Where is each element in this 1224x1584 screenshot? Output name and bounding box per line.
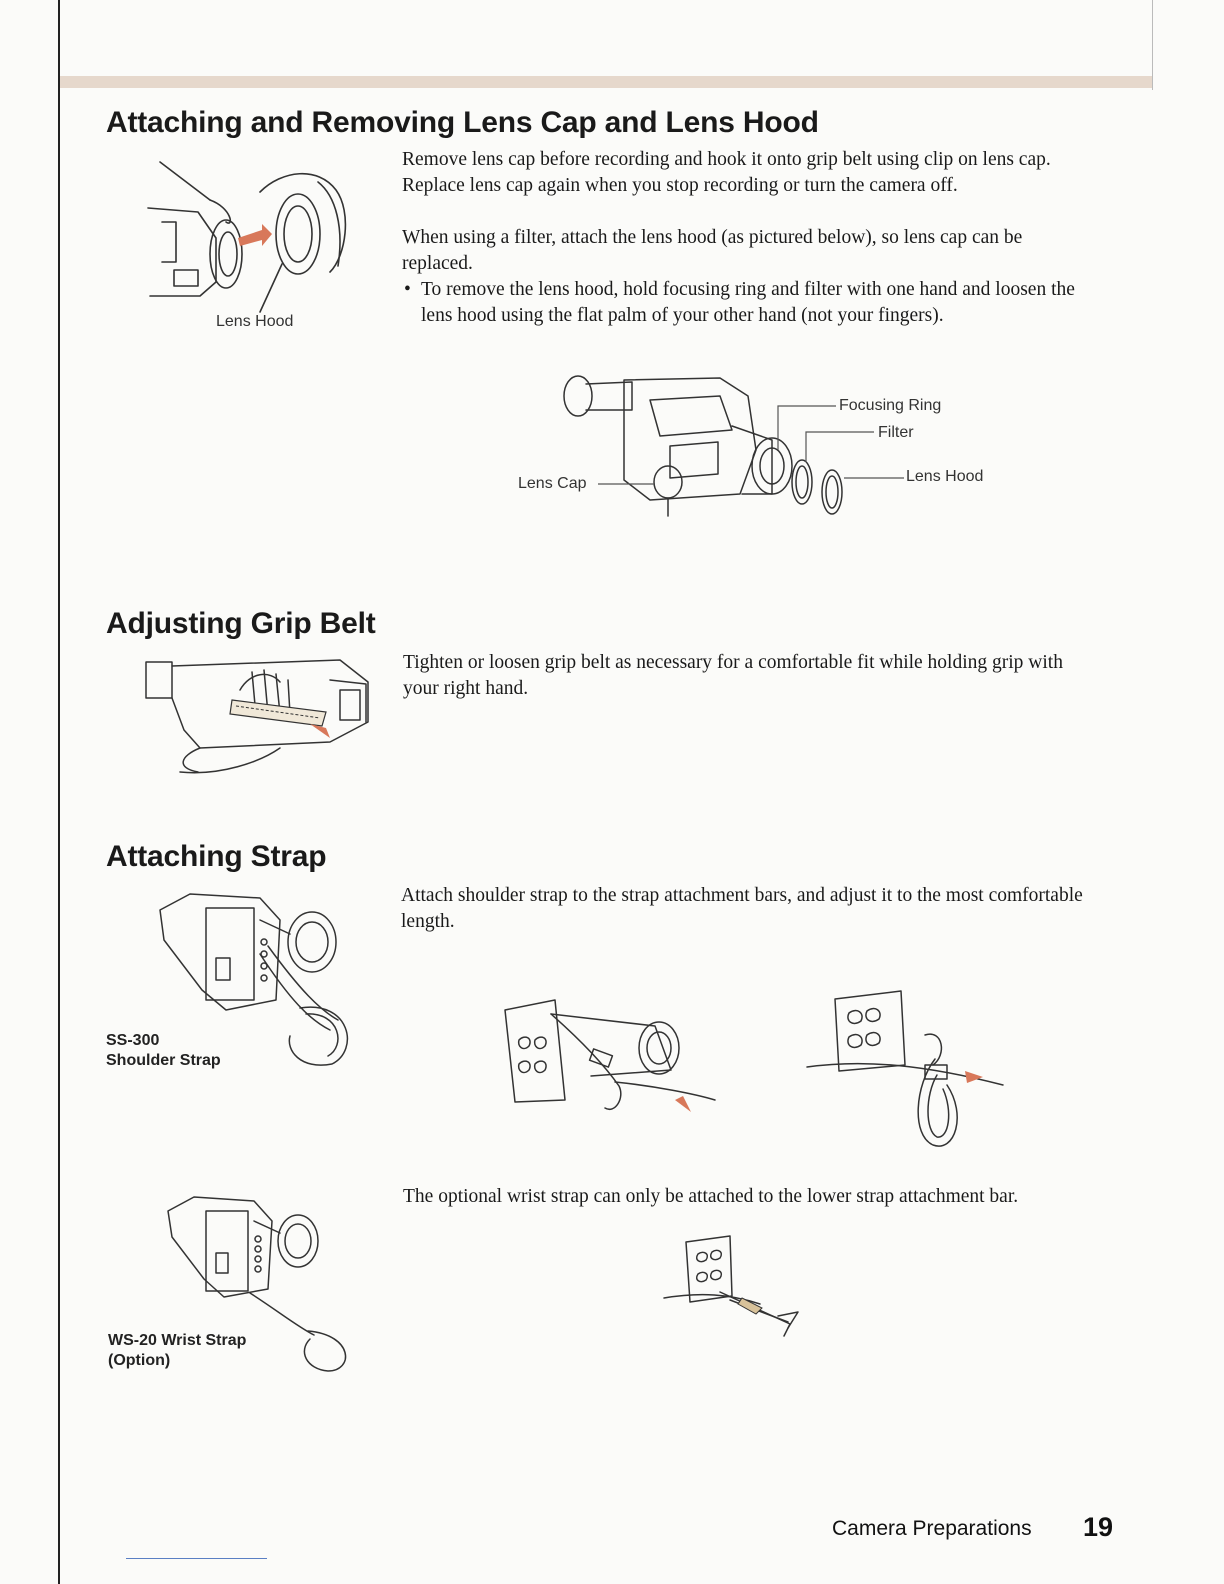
page-edge-left [58, 0, 60, 1584]
strap-text-2: The optional wrist strap can only be attached to the lower strap attachment bar. [403, 1186, 1019, 1207]
grip-belt-illustration [140, 652, 380, 782]
wrist-strap-option: (Option) [108, 1352, 171, 1369]
camera-lens-parts-illustration [520, 370, 1000, 530]
header-band [60, 76, 1152, 88]
lens-bullet-text: To remove the lens hood, hold focusing ring and filter with one hand and loosen the lens hood using the flat palm of your other hand (not your fingers). [421, 279, 1075, 326]
grip-text: Tighten or loosen grip belt as necessary for a comfortable fit while holding grip with your right hand. [403, 652, 1063, 699]
label-filter: Filter [878, 424, 914, 441]
bottom-edge-mark [126, 1558, 267, 1559]
lens-paragraph-1: Remove lens cap before recording and hook it onto grip belt using clip on lens cap. Replace lens cap again when you stop recording or turn the camera off. [402, 149, 1051, 196]
shoulder-strap-model: SS-300 [106, 1032, 160, 1049]
label-lens-cap: Lens Cap [518, 475, 587, 492]
page-number: 19 [1083, 1512, 1114, 1542]
section-title-grip: Adjusting Grip Belt [106, 607, 376, 640]
fig-label-lens-hood-hands: Lens Hood [216, 313, 294, 330]
bullet-marker: • [404, 279, 411, 300]
label-focusing-ring: Focusing Ring [839, 397, 942, 414]
lens-hood-hands-illustration [140, 152, 370, 322]
wrist-strap-model: WS-20 Wrist Strap [108, 1332, 247, 1349]
section-title-strap: Attaching Strap [106, 840, 327, 873]
label-lens-hood: Lens Hood [906, 468, 984, 485]
shoulder-strap-camera-illustration [150, 880, 360, 1075]
strap-attachment-detail-2 [805, 985, 1005, 1150]
page-edge-right [1152, 0, 1153, 90]
strap-attachment-detail-1 [495, 990, 720, 1115]
strap-text-1: Attach shoulder strap to the strap attachment bars, and adjust it to the most comfortable length. [401, 885, 1083, 932]
footer-section-title: Camera Preparations [832, 1517, 1032, 1540]
shoulder-strap-name: Shoulder Strap [106, 1052, 221, 1069]
wrist-strap-attachment-detail [660, 1232, 810, 1342]
section-title-lens: Attaching and Removing Lens Cap and Lens Hood [106, 106, 819, 139]
lens-paragraph-2: When using a filter, attach the lens hood (as pictured below), so lens cap can be replaced. [402, 227, 1023, 274]
